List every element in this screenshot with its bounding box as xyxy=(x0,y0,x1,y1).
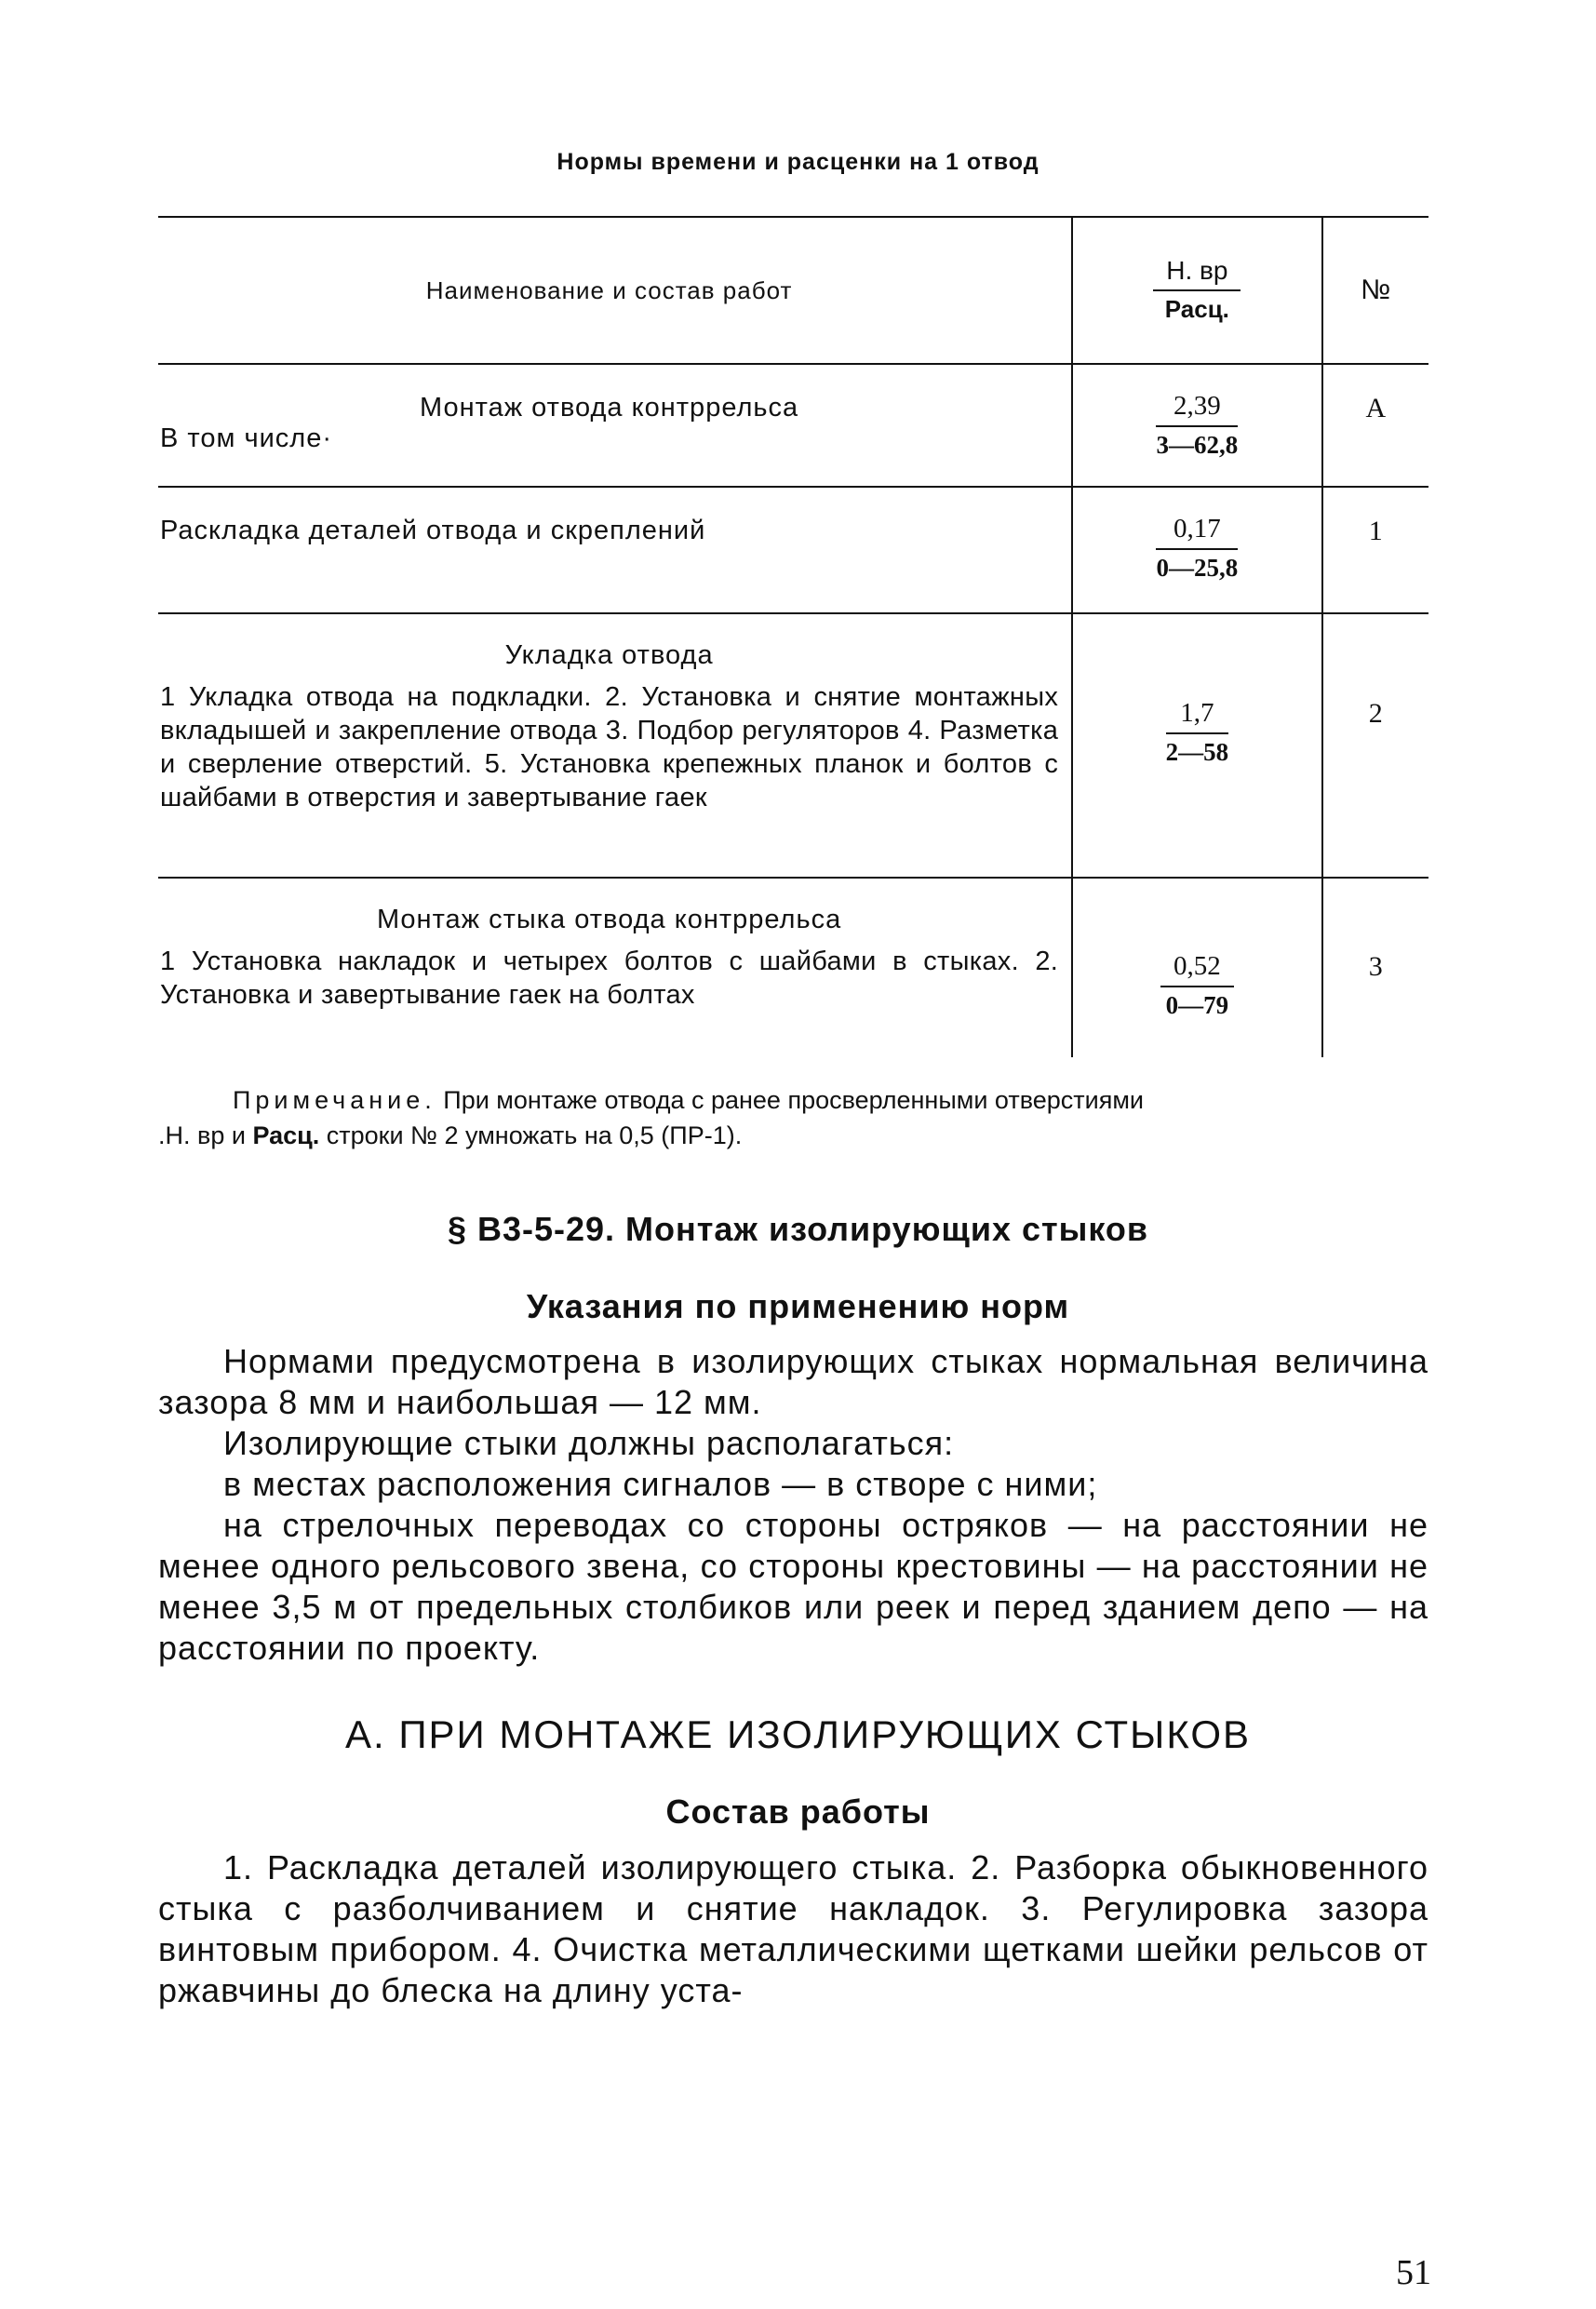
row-nvr-cell xyxy=(1072,487,1321,613)
row-num: А xyxy=(1365,393,1387,423)
note-text-2-post: строки № 2 умножать на 0,5 (ПР-1). xyxy=(319,1121,743,1149)
section-title: § В3-5-29. Монтаж изолирующих стыков xyxy=(447,1210,1149,1248)
table-row xyxy=(158,487,1428,613)
row-subtitle: Раскладка деталей отвода и скреплений xyxy=(160,516,706,545)
row-fraction xyxy=(1156,391,1238,460)
row-name-cell xyxy=(158,878,1072,1057)
work-text: 1. Раскладка деталей изолирующего стыка. 2. Разборка обыкновенного стыка с разболчиванием и снятие накладок. 3. Регулировка зазора винтовым прибором. 4. Очистка металлическими щетками шейки рельсов от ржавчины до блеска на длину уста- xyxy=(158,1848,1428,2009)
guidance-title: Указания по применению норм xyxy=(526,1287,1070,1325)
guidance-text xyxy=(158,1341,1428,1669)
row-title: Укладка отвода xyxy=(504,640,714,670)
table-row xyxy=(158,613,1428,878)
note-line-2 xyxy=(158,1121,742,1149)
row-num: 1 xyxy=(1368,516,1383,546)
note-text-1: При монтаже отвода с ранее просверленными отверстиями xyxy=(443,1086,1144,1114)
row-rate: 2—58 xyxy=(1165,738,1229,766)
row-num: 3 xyxy=(1368,951,1383,982)
guidance-paragraph: Нормами предусмотрена в изолирующих стыках нормальная величина зазора 8 мм и наибольшая — 12 мм. xyxy=(158,1342,1428,1421)
row-num-cell xyxy=(1322,487,1428,613)
guidance-paragraph: на стрелочных переводах со стороны остряков — на расстоянии не менее одного рельсового звена, со стороны крестовины — на расстоянии не менее 3,5 м от предельных столбиков или реек и перед зданием депо — на расстоянии по проекту. xyxy=(158,1506,1428,1667)
note-text-2-bold: Расц. xyxy=(252,1121,320,1149)
row-description: 1 Установка накладок и четырех болтов с шайбами в стыках. 2. Установка и завертывание гаек на болтах xyxy=(160,946,1059,1010)
row-name-cell xyxy=(158,364,1072,487)
row-nvr-cell xyxy=(1072,878,1321,1057)
row-nvr: 1,7 xyxy=(1166,698,1229,734)
row-rate: 3—62,8 xyxy=(1156,431,1239,459)
table-row xyxy=(158,364,1428,487)
table-header-row xyxy=(158,217,1428,364)
row-title: Монтаж отвода контррельса xyxy=(420,393,799,423)
norms-table xyxy=(158,216,1428,1057)
work-title: Состав работы xyxy=(665,1792,931,1831)
row-rate: 0—25,8 xyxy=(1156,554,1239,582)
row-description: 1 Укладка отвода на подкладки. 2. Установка и снятие монтажных вкладышей и закрепление отвода 3. Подбор регуляторов 4. Разметка и сверление отверстий. 5. Установка крепежных планок и болтов с шайбами в отверстия и завертывание гаек xyxy=(160,682,1059,812)
row-nvr: 2,39 xyxy=(1156,391,1238,427)
guidance-paragraph: в местах расположения сигналов — в створе с ними; xyxy=(223,1465,1098,1503)
guidance-paragraph: Изолирующие стыки должны располагаться: xyxy=(223,1424,955,1462)
note-text-2-pre: .Н. вр и xyxy=(158,1121,253,1149)
work-text-block xyxy=(158,1847,1428,2011)
row-name-cell xyxy=(158,613,1072,878)
table-row xyxy=(158,878,1428,1057)
row-nvr-cell xyxy=(1072,364,1321,487)
row-num-cell xyxy=(1322,613,1428,878)
row-name-cell xyxy=(158,487,1072,613)
header-nvr-bottom: Расц. xyxy=(1164,295,1229,323)
row-fraction xyxy=(1160,951,1234,1020)
header-fraction xyxy=(1153,256,1241,324)
row-rate: 0—79 xyxy=(1165,991,1229,1019)
row-fraction xyxy=(1156,514,1238,583)
header-num: № xyxy=(1322,217,1428,364)
page-number: 51 xyxy=(1396,2253,1431,2292)
row-title: Монтаж стыка отвода контррельса xyxy=(376,905,842,934)
note-line-1 xyxy=(158,1082,1428,1118)
row-num: 2 xyxy=(1368,698,1383,729)
table-note xyxy=(158,1082,1428,1153)
row-num-cell xyxy=(1322,878,1428,1057)
part-heading: А. ПРИ МОНТАЖЕ ИЗОЛИРУЮЩИХ СТЫКОВ xyxy=(344,1712,1252,1756)
header-nvr-top: Н. вр xyxy=(1153,256,1241,291)
table-caption: Нормы времени и расценки на 1 отвод xyxy=(557,149,1039,175)
row-nvr: 0,17 xyxy=(1156,514,1238,550)
header-name: Наименование и состав работ xyxy=(158,217,1072,364)
row-num-cell xyxy=(1322,364,1428,487)
row-nvr: 0,52 xyxy=(1160,951,1234,987)
row-fraction xyxy=(1166,698,1229,767)
row-subtitle: В том числе· xyxy=(160,423,332,453)
header-nvr xyxy=(1072,217,1321,364)
row-nvr-cell xyxy=(1072,613,1321,878)
note-label: Примечание. xyxy=(233,1086,436,1114)
